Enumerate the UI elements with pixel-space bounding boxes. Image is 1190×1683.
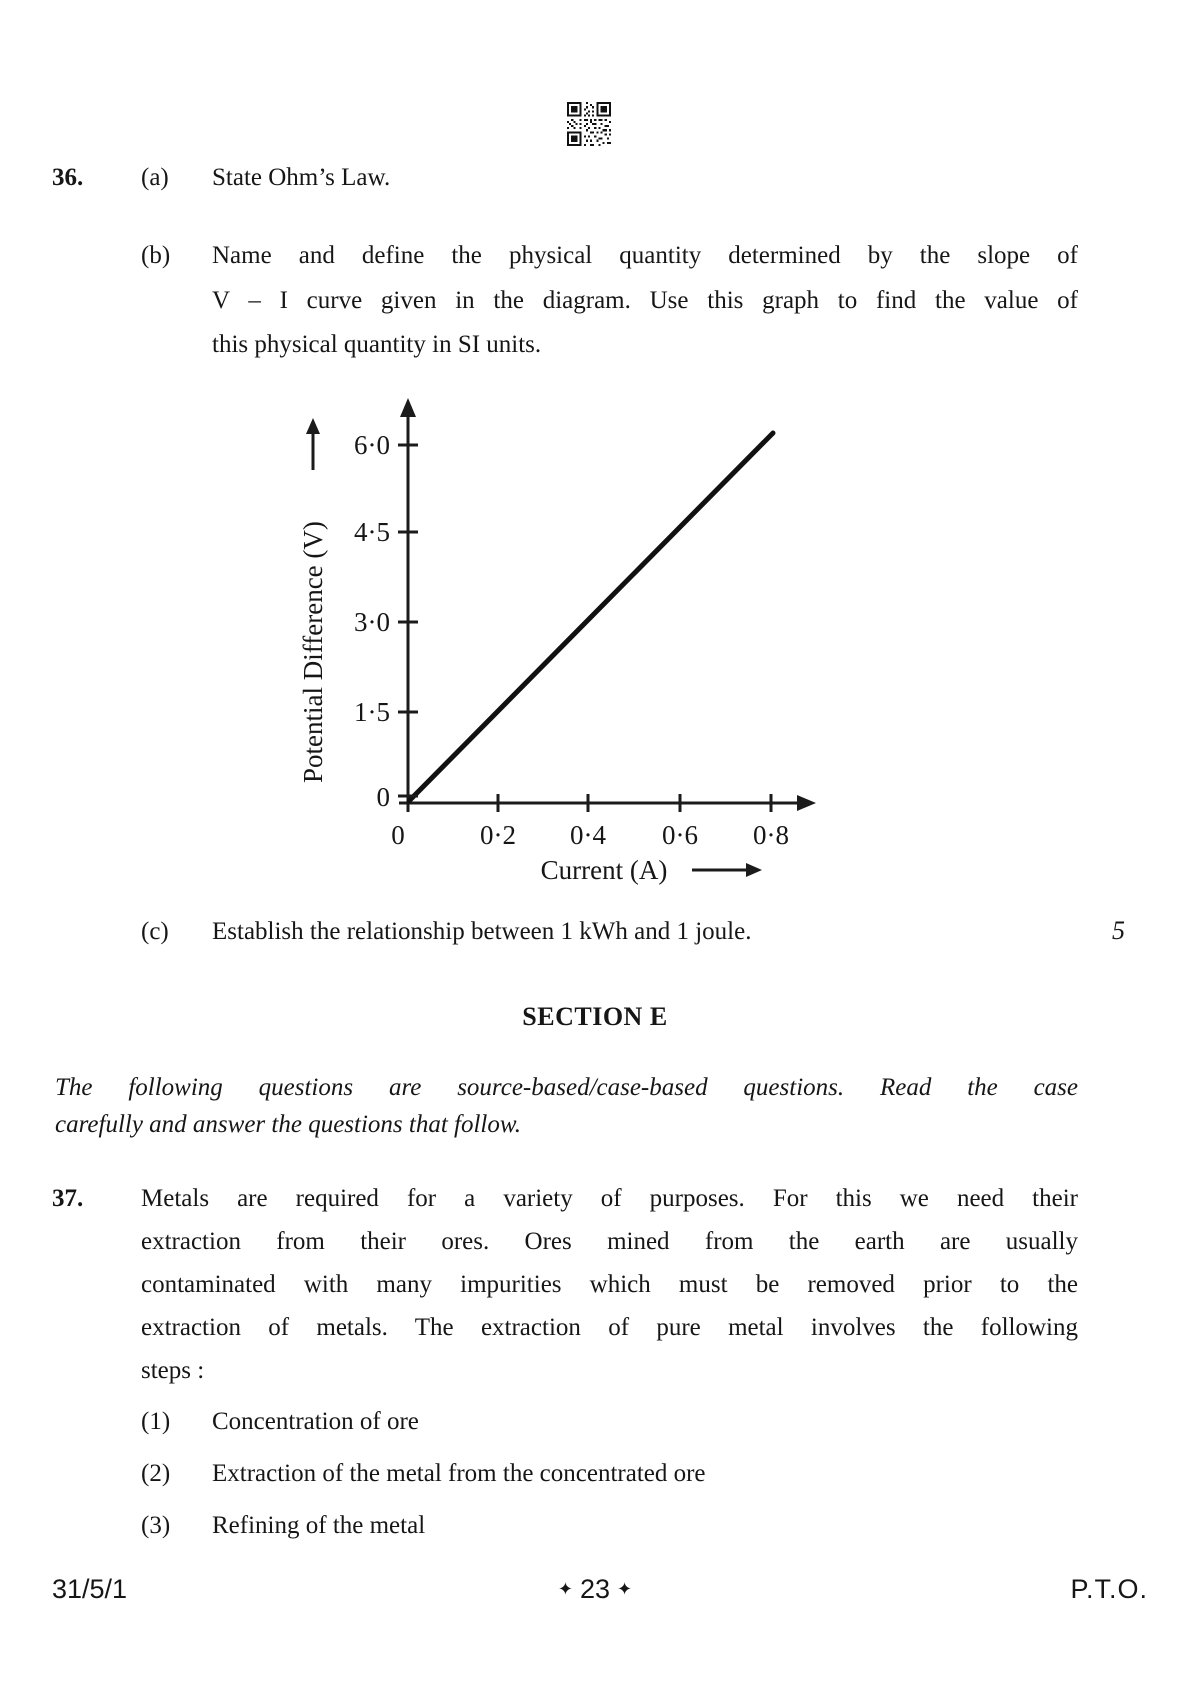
page-number: 23 (579, 1574, 611, 1604)
x-tick-label: 0·4 (570, 820, 606, 850)
x-tick-label: 0·2 (480, 820, 516, 850)
y-tick-label: 3·0 (354, 607, 390, 637)
y-tick-label: 4·5 (354, 517, 390, 547)
q36c-label: (c) (141, 918, 169, 945)
step-text: Refining of the metal (212, 1512, 426, 1539)
question-37-number: 37. (52, 1185, 84, 1212)
y-tick-label: 0 (376, 782, 390, 812)
qr-code (566, 102, 612, 146)
y-label-arrow-icon (306, 418, 320, 470)
step-label: (3) (141, 1512, 171, 1539)
y-axis-arrow-icon (400, 398, 416, 417)
star-icon: ✦ (557, 1579, 573, 1599)
x-axis-arrow-icon (797, 795, 816, 811)
section-note-line: The following questions are source-based/case-based questions. Read the case (55, 1074, 1078, 1101)
q36-marks: 5 (1112, 916, 1125, 945)
x-label-arrow-icon (692, 863, 762, 877)
step-text: Concentration of ore (212, 1408, 419, 1435)
x-tick-label: 0·8 (753, 820, 789, 850)
question-36-number: 36. (52, 164, 84, 191)
q36b-line: Name and define the physical quantity determined by the slope of (212, 242, 1078, 269)
q37-line: Metals are required for a variety of purposes. For this we need their (141, 1185, 1078, 1212)
q37-line: extraction of metals. The extraction of pure metal involves the following (141, 1314, 1078, 1341)
q36b-line: V – I curve given in the diagram. Use this graph to find the value of (212, 287, 1078, 314)
q37-line: contaminated with many impurities which must be removed prior to the (141, 1271, 1078, 1298)
section-heading: SECTION E (522, 1002, 668, 1031)
q36a-text: State Ohm’s Law. (212, 164, 391, 191)
x-axis-title: Current (A) (540, 855, 668, 885)
star-icon: ✦ (617, 1579, 633, 1599)
step-label: (2) (141, 1460, 171, 1487)
section-note-line: carefully and answer the questions that follow. (55, 1111, 521, 1138)
pto-label: P.T.O. (1070, 1574, 1148, 1604)
q36c-text: Establish the relationship between 1 kWh and 1 joule. (212, 918, 752, 945)
page-number-group (0, 1574, 1190, 1605)
q37-line: steps : (141, 1357, 205, 1384)
x-tick-label: 0·6 (662, 820, 698, 850)
q36a-label: (a) (141, 164, 169, 191)
q36b-line: this physical quantity in SI units. (212, 331, 542, 358)
v-i-graph (250, 380, 830, 890)
v-i-data-line (409, 433, 773, 801)
y-axis-title: Potential Difference (V) (298, 521, 328, 783)
q36b-label: (b) (141, 242, 171, 269)
step-text: Extraction of the metal from the concentrated ore (212, 1460, 706, 1487)
step-label: (1) (141, 1408, 171, 1435)
y-tick-label: 6·0 (354, 430, 390, 460)
paper-code: 31/5/1 (52, 1574, 128, 1604)
q37-line: extraction from their ores. Ores mined from the earth are usually (141, 1228, 1078, 1255)
x-tick-label: 0 (391, 820, 405, 850)
y-tick-label: 1·5 (354, 697, 390, 727)
